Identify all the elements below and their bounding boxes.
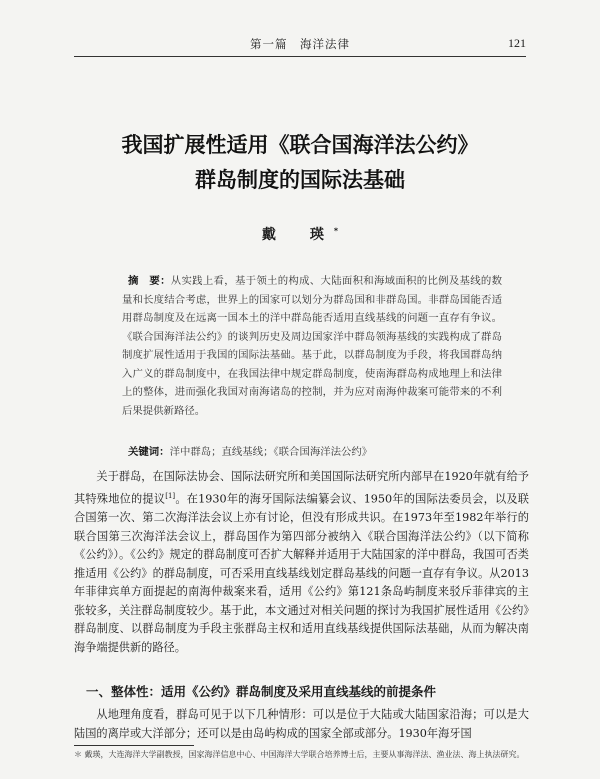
page-number: 121 [508, 36, 526, 50]
section-body [74, 706, 529, 743]
running-header [74, 34, 526, 57]
section-heading: 一、整体性：适用《公约》群岛制度及采用直线基线的前提条件 [86, 684, 437, 699]
footnote-rule [74, 745, 194, 746]
body-para1-part2: 。在1930年的海牙国际法编纂会议、1950年的国际法委员会，以及联合国第一次、第二次海洋法会议上亦有讨论，但没有形成共识。在1973年至1982年举行的联合国第三次海洋法会议上，群岛国作为第四部分被纳入《联合国海洋法公约》（以下简称《公约》）。《公约》规定的群岛制度可否扩大解释并适用于大陆国家的洋中群岛，我国可否类推适用《公约》的群岛制度，可否采用直线基线划定群岛基线的问题一直存有争议。从2013年菲律宾单方面提起的南海仲裁案来看，适用《公约》第121条岛屿制度来驳斥菲律宾的主张较多，关注群岛制度较少。基于此，本文通过对相关问题的探讨为我国扩展性适用《公约》群岛制度、以群岛制度为手段主张群岛主权和适用直线基线提供国际法基础，从而为解决南海争端提供新的路径。 [74, 492, 529, 655]
title-line-1: 我国扩展性适用《联合国海洋法公约》 [121, 133, 479, 157]
body-para1-part1: 关于群岛，在国际法协会、国际法研究所和美国国际法研究所内部早在1920年就有给予其特殊地位的提议 [74, 470, 529, 506]
section-paragraph: 从地理角度看，群岛可见于以下几种情形：可以是位于大陆或大陆国家沿海；可以是大陆国的离岸或大洋部分；还可以是由岛屿构成的国家全部或部分。1930年海牙国 [74, 708, 529, 740]
title-line-2: 群岛制度的国际法基础 [195, 168, 405, 192]
abstract [122, 272, 502, 420]
citation-ref: [1] [165, 491, 176, 500]
article-title [40, 128, 560, 198]
body-text [74, 468, 529, 658]
abstract-text: 从实践上看，基于领土的构成、大陆面积和海域面积的比例及基线的数量和长度结合考虑，世界上的国家可以划分为群岛国和非群岛国。非群岛国能否适用群岛制度及在远离一国本土的洋中群岛能否适用直线基线的问题一直存有争议。《联合国海洋法公约》的谈判历史及周边国家洋中群岛领海基线的实践构成了群岛制度扩展性适用于我国的国际法基础。基于此，以群岛制度为手段，将我国群岛纳入广义的群岛制度中，在我国法律中规定群岛制度，使南海群岛构成地理上和法律上的整体，进而强化我国对南海诸岛的控制，并为应对南海仲裁案可能带来的不利后果提供新路径。 [122, 275, 503, 417]
body-paragraph [74, 468, 529, 658]
author [0, 224, 600, 244]
keywords-label: 关键词： [128, 446, 170, 458]
footnote: ＊ 戴瑛，大连海洋大学副教授，国家海洋信息中心、中国海洋大学联合培养博士后，主要从事海洋法、渔业法、海上执法研究。 [74, 750, 525, 759]
running-head-title: 第一篇 海洋法律 [250, 37, 350, 51]
keywords-text: 洋中群岛；直线基线；《联合国海洋法公约》 [169, 446, 373, 458]
author-footnote-mark: * [333, 226, 339, 236]
abstract-label: 摘 要： [128, 275, 171, 287]
keywords [122, 443, 502, 461]
author-name: 戴 瑛 [261, 227, 334, 243]
